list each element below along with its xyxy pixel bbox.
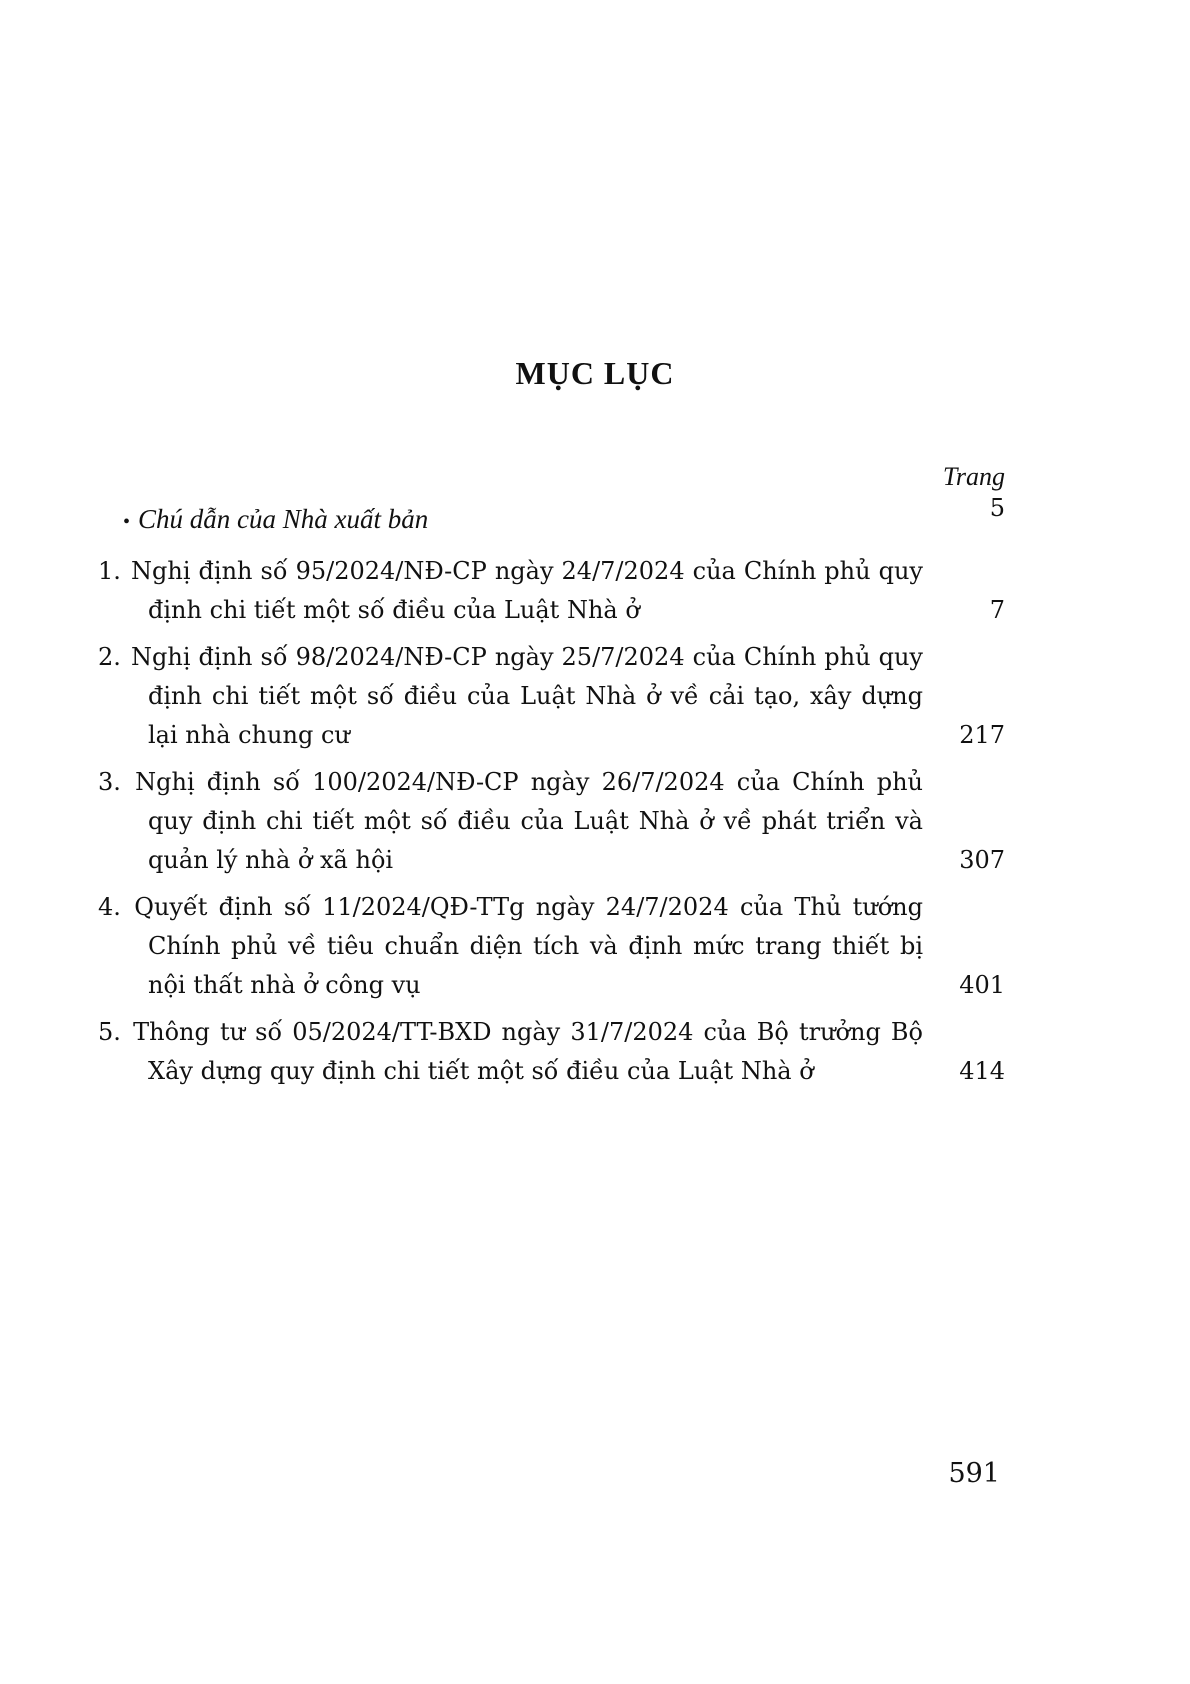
- table-of-contents: [98, 494, 1005, 1099]
- toc-entry-page: 7: [989, 596, 1005, 624]
- toc-entry-label: Quyết định số 11/2024/QĐ-TTg ngày 24/7/2024 của Thủ tướng Chính phủ về tiêu chuẩn diện tích và định mức trang thiết bị nội thất nhà ở công vụ: [134, 893, 923, 999]
- toc-entry-label: Nghị định số 95/2024/NĐ-CP ngày 24/7/2024 của Chính phủ quy định chi tiết một số điều của Luật Nhà ở: [131, 557, 923, 624]
- page-title: MỤC LỤC: [515, 355, 675, 391]
- toc-entry-1[interactable]: 1. Nghị định số 95/2024/NĐ-CP ngày 24/7/2024 của Chính phủ quy định chi tiết một số điều của Luật Nhà ở 7: [123, 552, 1005, 630]
- toc-entry-4[interactable]: 4. Quyết định số 11/2024/QĐ-TTg ngày 24/7/2024 của Thủ tướng Chính phủ về tiêu chuẩn diện tích và định mức trang thiết bị nội thất nhà ở công vụ 401: [123, 888, 1005, 1005]
- toc-entry-page: 5: [989, 494, 1005, 522]
- toc-entry-page: 217: [959, 721, 1005, 749]
- toc-entry-label: Nghị định số 98/2024/NĐ-CP ngày 25/7/2024 của Chính phủ quy định chi tiết một số điều của Luật Nhà ở về cải tạo, xây dựng lại nhà chung cư: [131, 643, 923, 749]
- toc-entry-page: 307: [959, 846, 1005, 874]
- toc-entry-3[interactable]: 3. Nghị định số 100/2024/NĐ-CP ngày 26/7/2024 của Chính phủ quy định chi tiết một số điều của Luật Nhà ở về phát triển và quản lý nhà ở xã hội 307: [123, 763, 1005, 880]
- toc-entry-label: Thông tư số 05/2024/TT-BXD ngày 31/7/2024 của Bộ trưởng Bộ Xây dựng quy định chi tiết một số điều của Luật Nhà ở: [133, 1018, 923, 1085]
- toc-entry-2[interactable]: 2. Nghị định số 98/2024/NĐ-CP ngày 25/7/2024 của Chính phủ quy định chi tiết một số điều của Luật Nhà ở về cải tạo, xây dựng lại nhà chung cư 217: [123, 638, 1005, 755]
- toc-entry-page: 401: [959, 971, 1005, 999]
- toc-entry-label: Chú dẫn của Nhà xuất bản: [138, 504, 429, 534]
- toc-entry-page: 414: [959, 1057, 1005, 1085]
- footer-page-number: 591: [948, 1458, 1000, 1489]
- page-column-header: Trang: [942, 462, 1005, 491]
- toc-entry-5[interactable]: 5. Thông tư số 05/2024/TT-BXD ngày 31/7/2024 của Bộ trưởng Bộ Xây dựng quy định chi tiết một số điều của Luật Nhà ở 414: [123, 1013, 1005, 1091]
- toc-entry-publisher-note[interactable]: [123, 494, 1005, 542]
- bullet-icon: •: [123, 511, 131, 533]
- toc-entry-label: Nghị định số 100/2024/NĐ-CP ngày 26/7/2024 của Chính phủ quy định chi tiết một số điều của Luật Nhà ở về phát triển và quản lý nhà ở xã hội: [135, 768, 923, 874]
